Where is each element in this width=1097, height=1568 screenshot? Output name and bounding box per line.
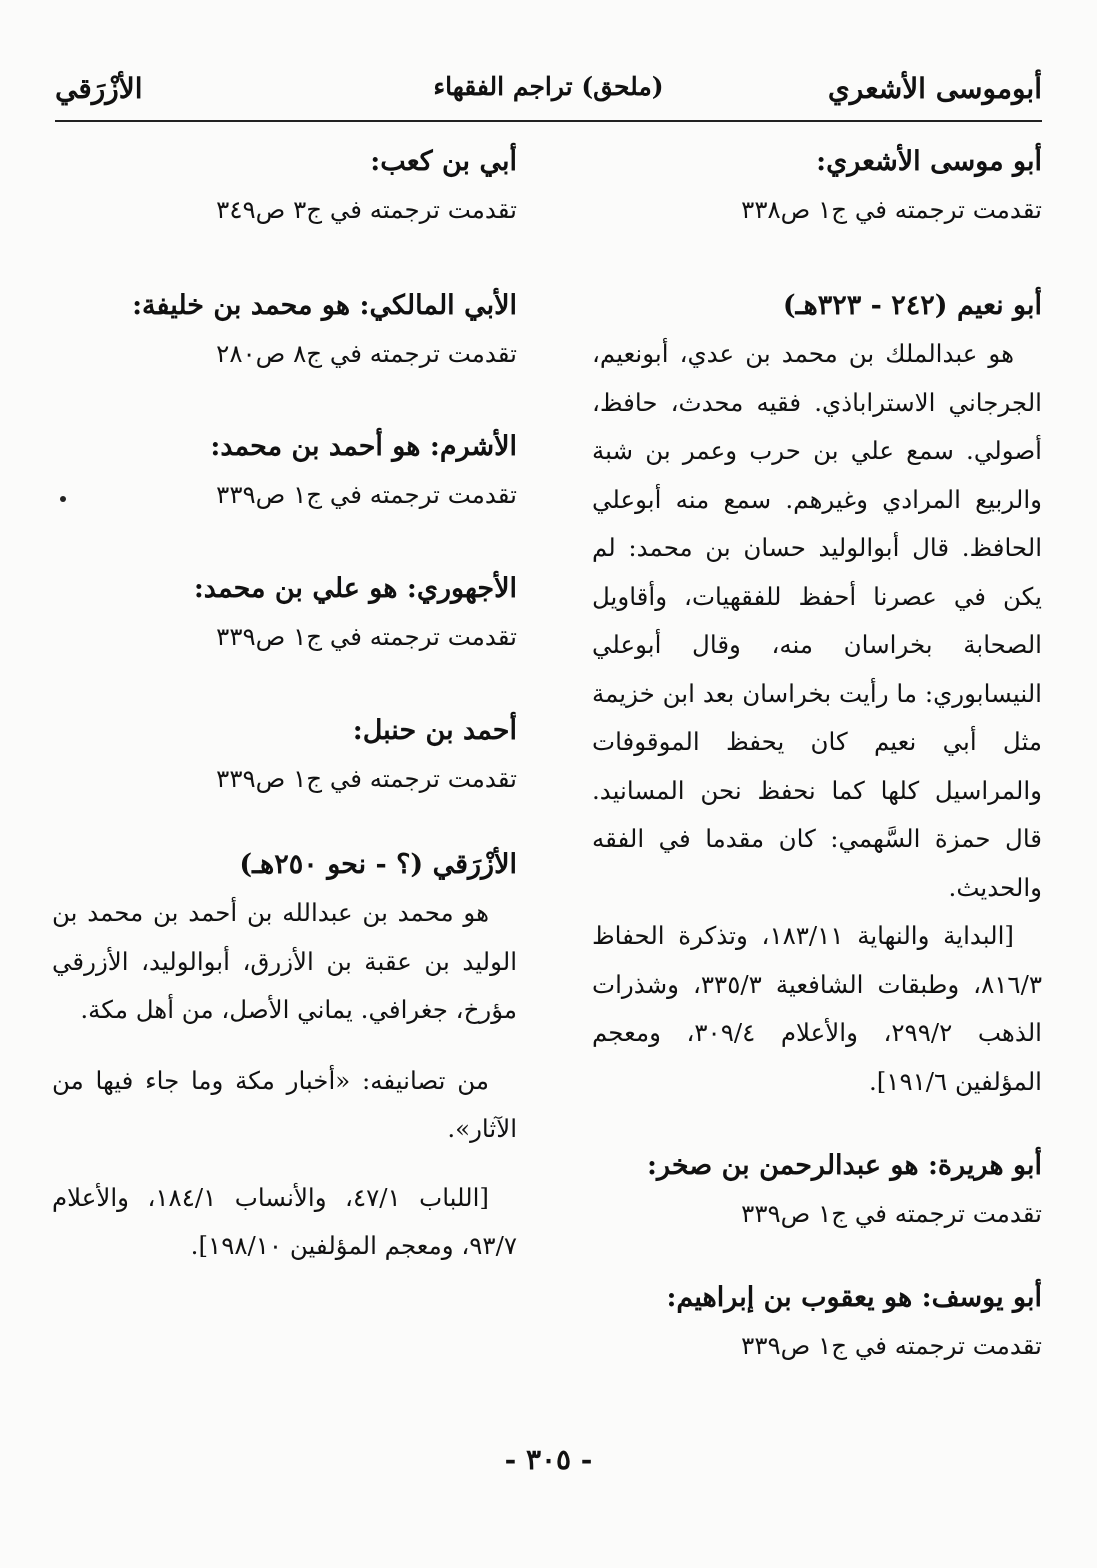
entry-al-ashram	[52, 423, 517, 519]
entry-al-ubbi	[52, 282, 517, 378]
entry-al-azraqi	[52, 841, 517, 1271]
entry-reference: تقدمت ترجمته في ج١ ص٣٣٩	[216, 764, 517, 793]
header-left-keyword: الأزْرَقي	[55, 72, 143, 105]
entry-reference: تقدمت ترجمته في ج١ ص٣٣٩	[741, 1199, 1042, 1228]
entry-ubayy	[52, 138, 517, 234]
entry-title: الأجهوري: هو علي بن محمد:	[193, 573, 517, 604]
stray-mark	[60, 496, 66, 502]
entry-title: الأشرم: هو أحمد بن محمد:	[210, 431, 517, 462]
entry-title: أبو موسى الأشعري:	[816, 146, 1042, 177]
header-rule	[55, 120, 1042, 122]
entry-title: الأبي المالكي: هو محمد بن خليفة:	[132, 290, 517, 321]
running-header	[55, 72, 1042, 112]
entry-reference: تقدمت ترجمته في ج٨ ص٢٨٠	[216, 339, 517, 368]
header-right-keyword: أبوموسى الأشعري	[827, 72, 1042, 105]
entry-sources: [البداية والنهاية ١٨٣/١١، وتذكرة الحفاظ ٨١٦/٣، وطبقات الشافعية ٣٣٥/٣، وشذرات الذهب ٢٩٩/٢، والأعلام ٣٠٩/٤، ومعجم المؤلفين ١٩١/٦].	[592, 921, 1042, 1096]
header-center-title: (ملحق) تراجم الفقهاء	[433, 72, 664, 101]
entry-title: الأزْرَقي (؟ - نحو ٢٥٠هـ)	[239, 849, 517, 880]
page-number: - ٣٠٥ -	[504, 1443, 593, 1476]
entry-abu-yusuf	[592, 1274, 1042, 1370]
entry-sources: [اللباب ٤٧/١، والأنساب ١٨٤/١، والأعلام ٩٣/٧، ومعجم المؤلفين ١٩٨/١٠].	[52, 1182, 517, 1260]
entry-reference: تقدمت ترجمته في ج١ ص٣٣٩	[216, 622, 517, 651]
right-column	[592, 138, 1042, 1370]
entry-abu-hurayra	[592, 1142, 1042, 1238]
entry-ahmad-ibn-hanbal	[52, 707, 517, 803]
left-column	[52, 138, 517, 1271]
entry-body: هو عبدالملك بن محمد بن عدي، أبونعيم، الجرجاني الاستراباذي. فقيه محدث، حافظ، أصولي. سمع علي بن حرب وعمر بن شبة والربيع المرادي وغيرهم. سمع منه أبوعلي الحافظ. قال أبوالوليد حسان بن محمد: لم يكن في عصرنا أحفظ للفقهيات، وأقاويل الصحابة بخراسان منه، وقال أبوعلي النيسابوري: ما رأيت بخراسان بعد ابن خزيمة مثل أبي نعيم كان يحفظ الموقوفات والمراسيل كلها كما نحفظ نحن المسانيد. قال حمزة السَّهمي: كان مقدما في الفقه والحديث.	[592, 339, 1042, 902]
entry-al-ajhuri	[52, 565, 517, 661]
entry-reference: تقدمت ترجمته في ج١ ص٣٣٨	[741, 195, 1042, 224]
entry-title: أبو يوسف: هو يعقوب بن إبراهيم:	[666, 1282, 1042, 1313]
entry-title: أبي بن كعب:	[370, 146, 517, 177]
entry-title: أحمد بن حنبل:	[352, 715, 517, 746]
entry-reference: تقدمت ترجمته في ج٣ ص٣٤٩	[216, 195, 517, 224]
entry-reference: تقدمت ترجمته في ج١ ص٣٣٩	[741, 1331, 1042, 1360]
entry-reference: تقدمت ترجمته في ج١ ص٣٣٩	[216, 480, 517, 509]
entry-works: من تصانيفه: «أخبار مكة وما جاء فيها من الآثار».	[52, 1065, 517, 1143]
entry-body: هو محمد بن عبدالله بن أحمد بن محمد بن الوليد بن عقبة بن الأزرق، أبوالوليد، الأزرقي مؤرخ، جغرافي. يماني الأصل، من أهل مكة.	[52, 898, 517, 1024]
entry-abu-musa	[592, 138, 1042, 234]
entry-abu-nuaym	[592, 282, 1042, 1106]
entry-title: أبو هريرة: هو عبدالرحمن بن صخر:	[646, 1150, 1042, 1181]
entry-title: أبو نعيم (٢٤٢ - ٣٢٣هـ)	[782, 290, 1042, 321]
